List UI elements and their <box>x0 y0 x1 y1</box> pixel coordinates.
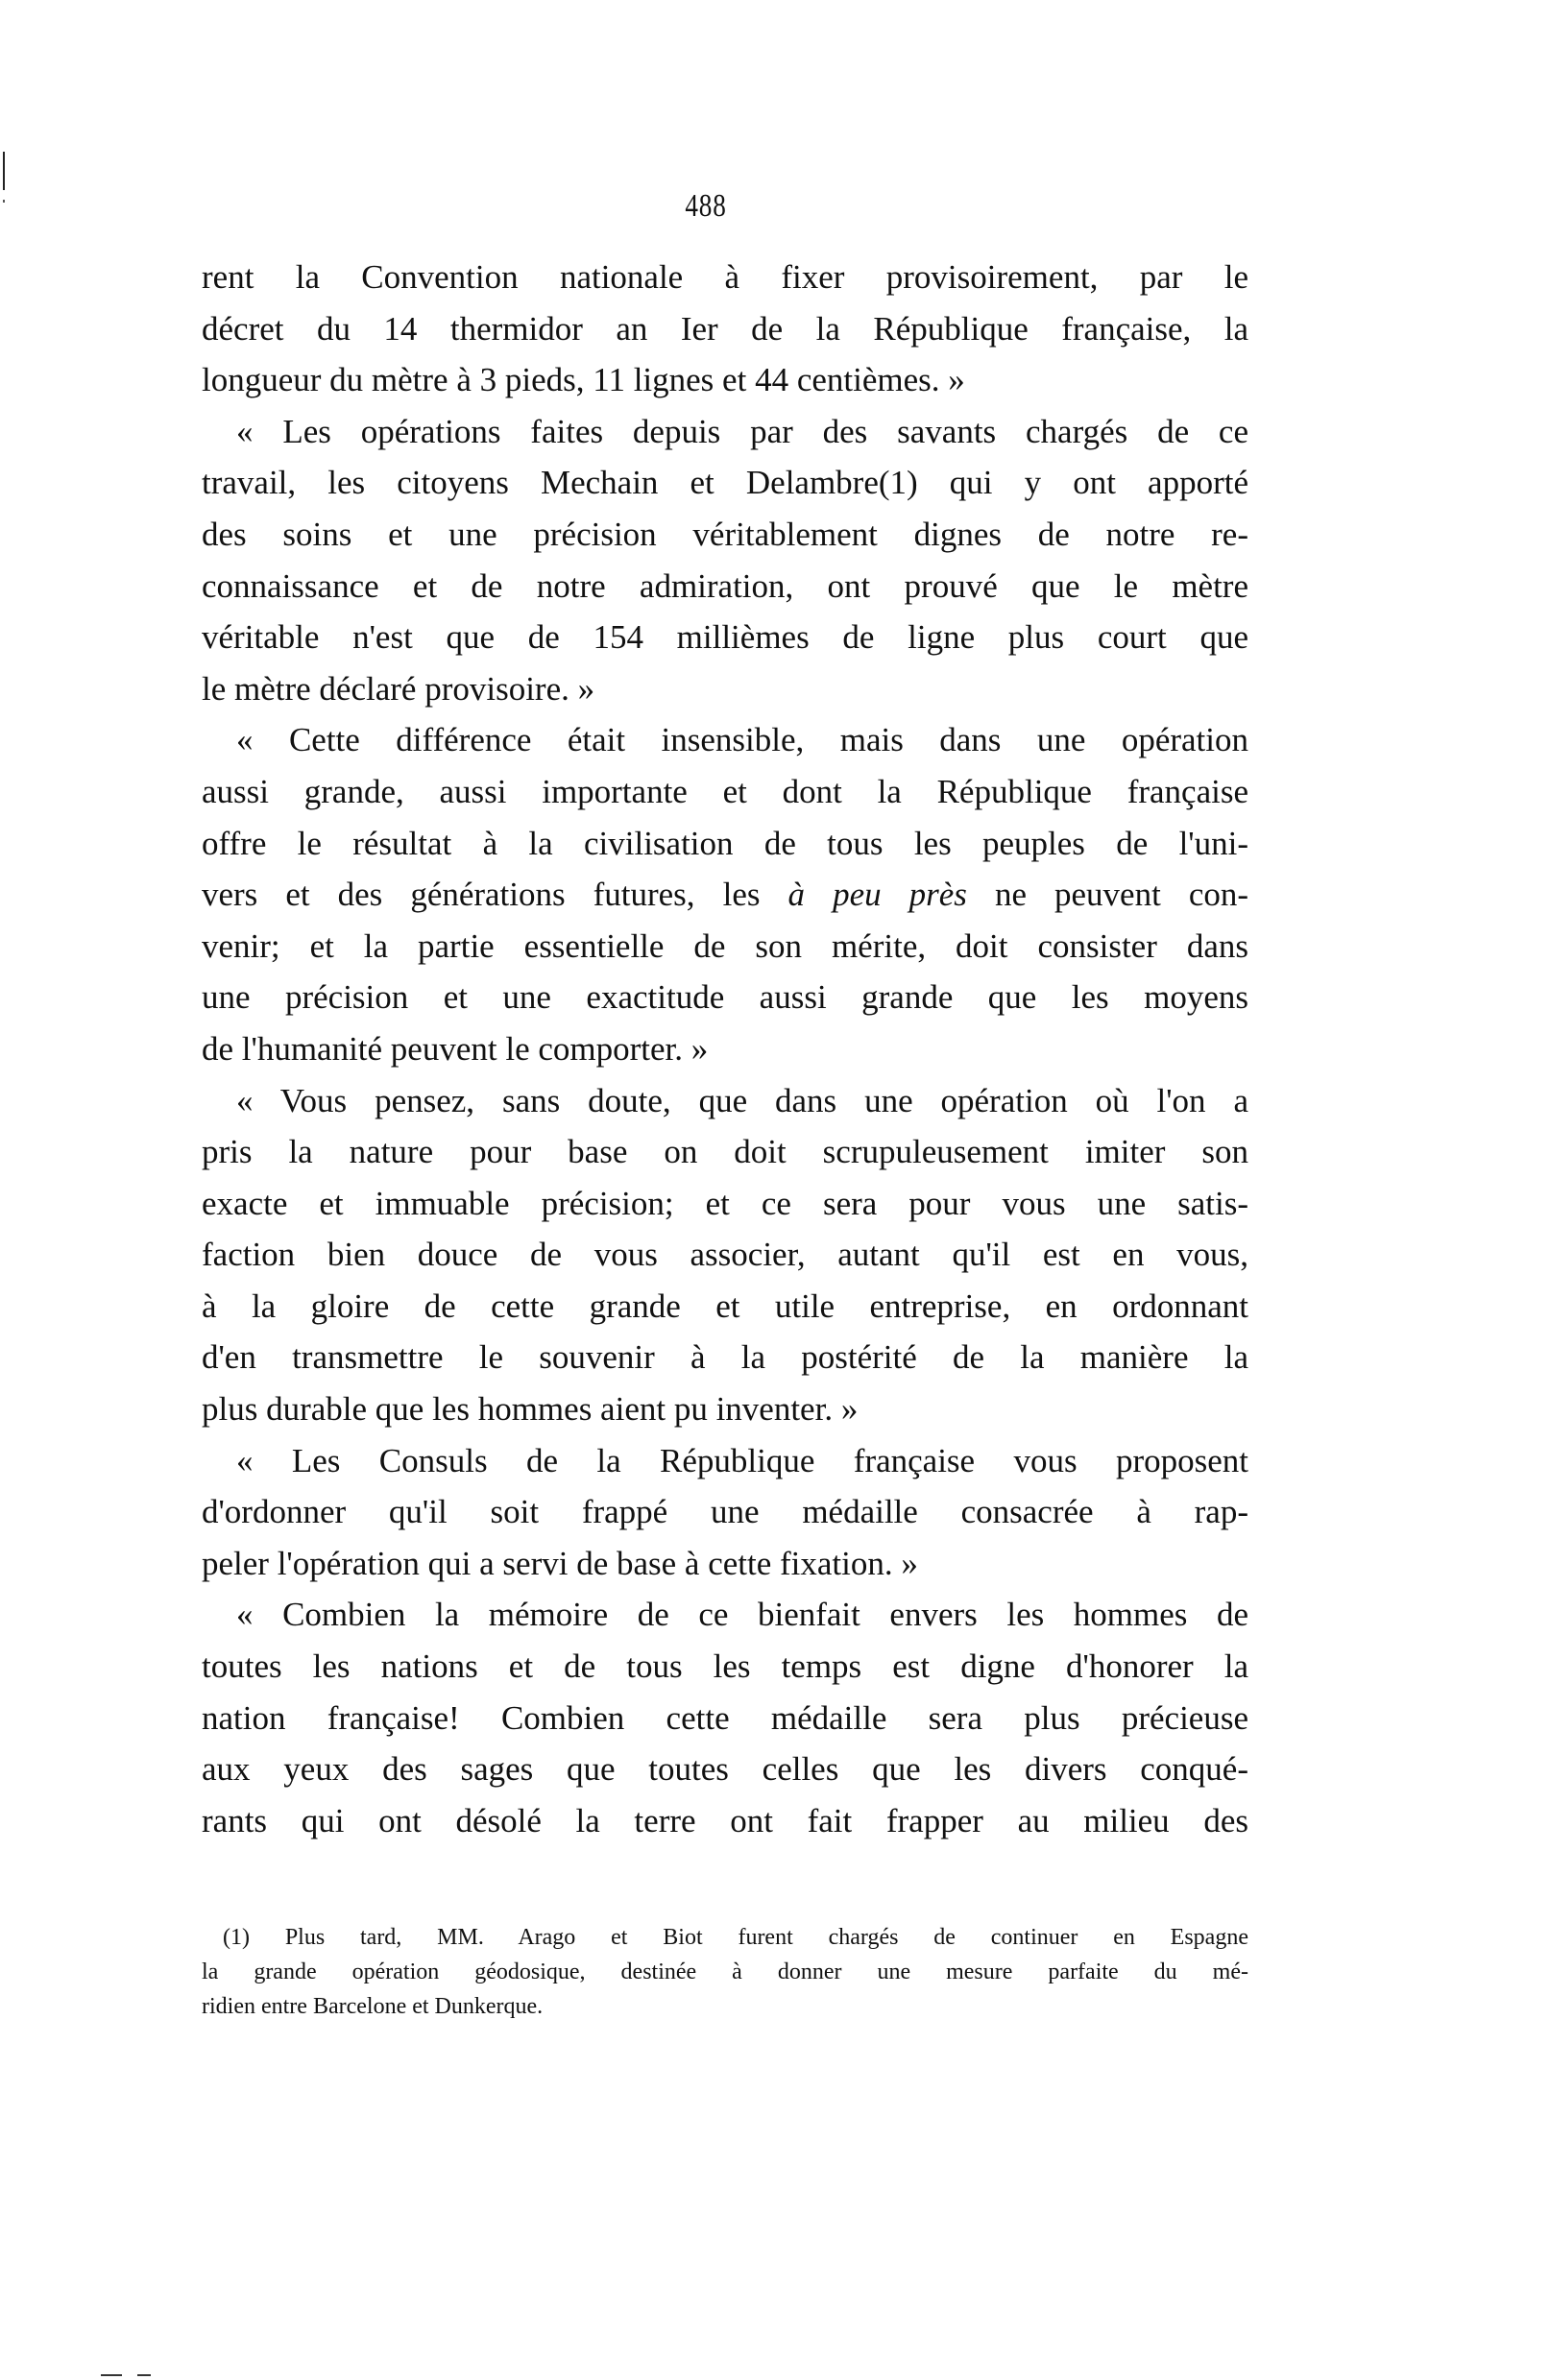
body-text <box>202 252 1248 1846</box>
scan-artifact-line <box>137 2374 151 2376</box>
text-line: décret du 14 thermidor an Ier de la République française, la <box>202 309 1248 348</box>
text-segment: ne peuvent con- <box>966 876 1249 914</box>
text-segment: vers et des générations futures, les <box>202 876 788 914</box>
text-line: pris la nature pour base on doit scrupuleusement imiter son <box>202 1133 1248 1171</box>
scan-artifact-dot <box>3 200 5 203</box>
text-line: exacte et immuable précision; et ce sera pour vous une satis- <box>202 1184 1248 1222</box>
footnote-line: (1) Plus tard, MM. Arago et Biot furent chargés de continuer en Espagne <box>223 1925 1248 1950</box>
footnote-line: ridien entre Barcelone et Dunkerque. <box>202 1994 544 2019</box>
text-line: « Combien la mémoire de ce bienfait envers les hommes de <box>236 1596 1248 1634</box>
text-line: aussi grande, aussi importante et dont la République française <box>202 772 1248 810</box>
text-line: d'ordonner qu'il soit frappé une médaille consacrée à rap- <box>202 1493 1248 1531</box>
text-line: connaissance et de notre admiration, ont prouvé que le mètre <box>202 566 1248 605</box>
text-line: de l'humanité peuvent le comporter. » <box>202 1029 709 1068</box>
text-line: plus durable que les hommes aient pu inventer. » <box>202 1390 859 1429</box>
page-number: 488 <box>685 188 727 224</box>
text-line: des soins et une précision véritablement dignes de notre re- <box>202 515 1248 553</box>
text-line: nation française! Combien cette médaille sera plus précieuse <box>202 1698 1248 1737</box>
text-line: longueur du mètre à 3 pieds, 11 lignes et 44 centièmes. » <box>202 361 965 399</box>
text-line: venir; et la partie essentielle de son mérite, doit consister dans <box>202 926 1248 965</box>
text-line: « Les Consuls de la République française vous proposent <box>236 1441 1248 1479</box>
text-line: toutes les nations et de tous les temps est digne d'honorer la <box>202 1647 1248 1686</box>
text-line: « Les opérations faites depuis par des savants chargés de ce <box>236 412 1248 450</box>
text-line: offre le résultat à la civilisation de tous les peuples de l'uni- <box>202 824 1248 862</box>
text-line: d'en transmettre le souvenir à la postérité de la manière la <box>202 1338 1248 1377</box>
text-line: véritable n'est que de 154 millièmes de ligne plus court que <box>202 618 1248 657</box>
text-line: aux yeux des sages que toutes celles que les divers conqué- <box>202 1750 1248 1789</box>
text-line: rants qui ont désolé la terre ont fait frapper au milieu des <box>202 1801 1248 1839</box>
text-line: le mètre déclaré provisoire. » <box>202 669 595 708</box>
text-line: rent la Convention nationale à fixer provisoirement, par le <box>202 258 1248 296</box>
text-line: à la gloire de cette grande et utile entreprise, en ordonnant <box>202 1286 1248 1325</box>
footnotes <box>202 1920 1248 2024</box>
text-line <box>202 869 1248 921</box>
text-line: faction bien douce de vous associer, autant qu'il est en vous, <box>202 1236 1248 1274</box>
text-line: une précision et une exactitude aussi grande que les moyens <box>202 978 1248 1017</box>
text-line: peler l'opération qui a servi de base à cette fixation. » <box>202 1544 918 1582</box>
text-line: « Cette différence était insensible, mais dans une opération <box>236 721 1248 759</box>
text-line: travail, les citoyens Mechain et Delambre(1) qui y ont apporté <box>202 464 1248 502</box>
text-line: « Vous pensez, sans doute, que dans une opération où l'on a <box>236 1081 1248 1119</box>
scan-artifact-mark <box>3 152 5 190</box>
italic-text-segment: à peu près <box>787 876 967 914</box>
scan-artifact-line <box>101 2374 122 2376</box>
footnote-line: la grande opération géodosique, destinée à donner une mesure parfaite du mé- <box>202 1959 1248 1984</box>
